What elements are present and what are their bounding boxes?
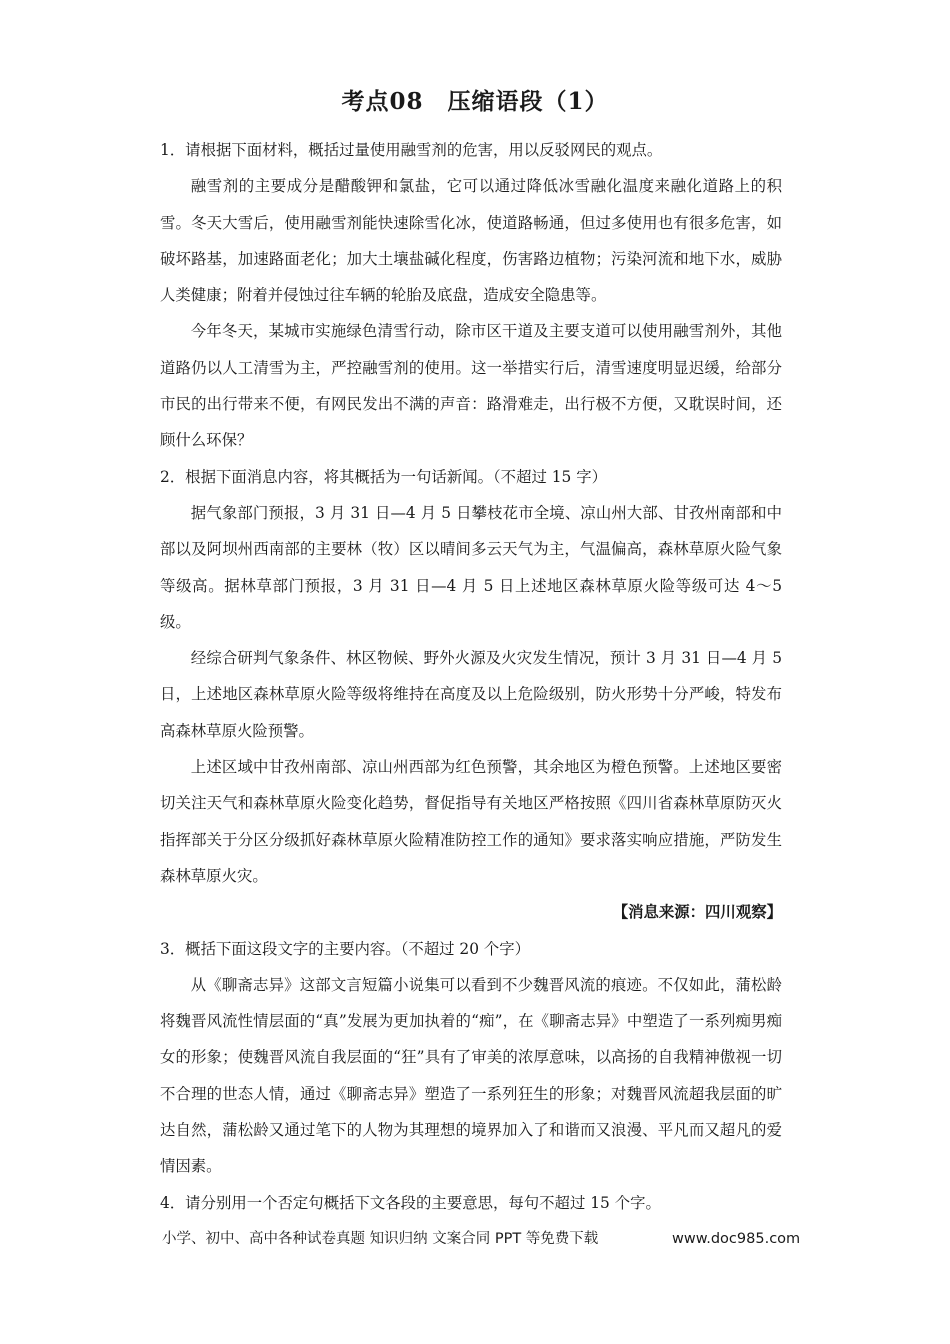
question-3-paragraph: 从《聊斋志异》这部文言短篇小说集可以看到不少魏晋风流的痕迹。不仅如此，蒲松龄将魏晋风流性情层面的“真”发展为更加执着的“痴”，在《聊斋志异》中塑造了一系列痴男痴女的形象；使魏晋风流自我层面的“狂”具有了审美的浓厚意味，以高扬的自我精神傲视一切不合理的世态人情，通过《聊斋志异》塑造了一系列狂生的形象；对魏晋风流超我层面的旷达自然，蒲松龄又通过笔下的人物为其理想的境界加入了和谐而又浪漫、平凡而又超凡的爱情因素。	[160, 975, 782, 1176]
page-title: 考点08 压缩语段（1）	[341, 88, 609, 115]
question-4	[160, 1185, 782, 1221]
question-1-paragraph: 融雪剂的主要成分是醋酸钾和氯盐，它可以通过降低冰雪融化温度来融化道路上的积雪。冬天大雪后，使用融雪剂能快速除雪化冰，使道路畅通，但过多使用也有很多危害，如破坏路基，加速路面老化；加大土壤盐碱化程度，伤害路边植物；污染河流和地下水，威胁人类健康；附着并侵蚀过往车辆的轮胎及底盘，造成安全隐患等。	[160, 177, 782, 305]
document-page	[160, 82, 782, 1221]
question-2	[160, 459, 782, 931]
question-2-prompt: 2．根据下面消息内容，将其概括为一句话新闻。（不超过 15 字）	[160, 467, 608, 486]
question-3	[160, 931, 782, 1185]
question-4-prompt: 4．请分别用一个否定句概括下文各段的主要意思，每句不超过 15 个字。	[160, 1193, 661, 1212]
question-3-prompt: 3．概括下面这段文字的主要内容。（不超过 20 个字）	[160, 939, 531, 958]
footer-text: 小学、初中、高中各种试卷真题 知识归纳 文案合同 PPT 等免费下载	[162, 1231, 599, 1247]
question-2-paragraph: 经综合研判气象条件、林区物候、野外火源及火灾发生情况，预计 3 月 31 日—4 月 5 日，上述地区森林草原火险等级将维持在高度及以上危险级别，防火形势十分严峻，特发布高森林草原火险预警。	[160, 649, 782, 740]
page-footer	[162, 1228, 801, 1250]
question-2-paragraph: 据气象部门预报，3 月 31 日—4 月 5 日攀枝花市全境、凉山州大部、甘孜州南部和中部以及阿坝州西南部的主要林（牧）区以晴间多云天气为主，气温偏高，森林草原火险气象等级高。据林草部门预报，3 月 31 日—4 月 5 日上述地区森林草原火险等级可达 4～5 级。	[160, 503, 782, 631]
question-2-paragraph: 上述区域中甘孜州南部、凉山州西部为红色预警，其余地区为橙色预警。上述地区要密切关注天气和森林草原火险变化趋势，督促指导有关地区严格按照《四川省森林草原防灭火指挥部关于分区分级抓好森林草原火险精准防控工作的通知》要求落实响应措施，严防发生森林草原火灾。	[160, 758, 782, 885]
question-1-prompt: 1．请根据下面材料，概括过量使用融雪剂的危害，用以反驳网民的观点。	[160, 141, 663, 159]
news-source-label: 【消息来源：四川观察】	[612, 903, 782, 922]
question-1	[160, 132, 782, 459]
question-1-paragraph: 今年冬天，某城市实施绿色清雪行动，除市区干道及主要支道可以使用融雪剂外，其他道路仍以人工清雪为主，严控融雪剂的使用。这一举措实行后，清雪速度明显迟缓，给部分市民的出行带来不便，有网民发出不满的声音：路滑难走，出行极不方便，又耽误时间，还顾什么环保？	[160, 322, 782, 450]
footer-site-link[interactable]: www.doc985.com	[672, 1231, 801, 1247]
